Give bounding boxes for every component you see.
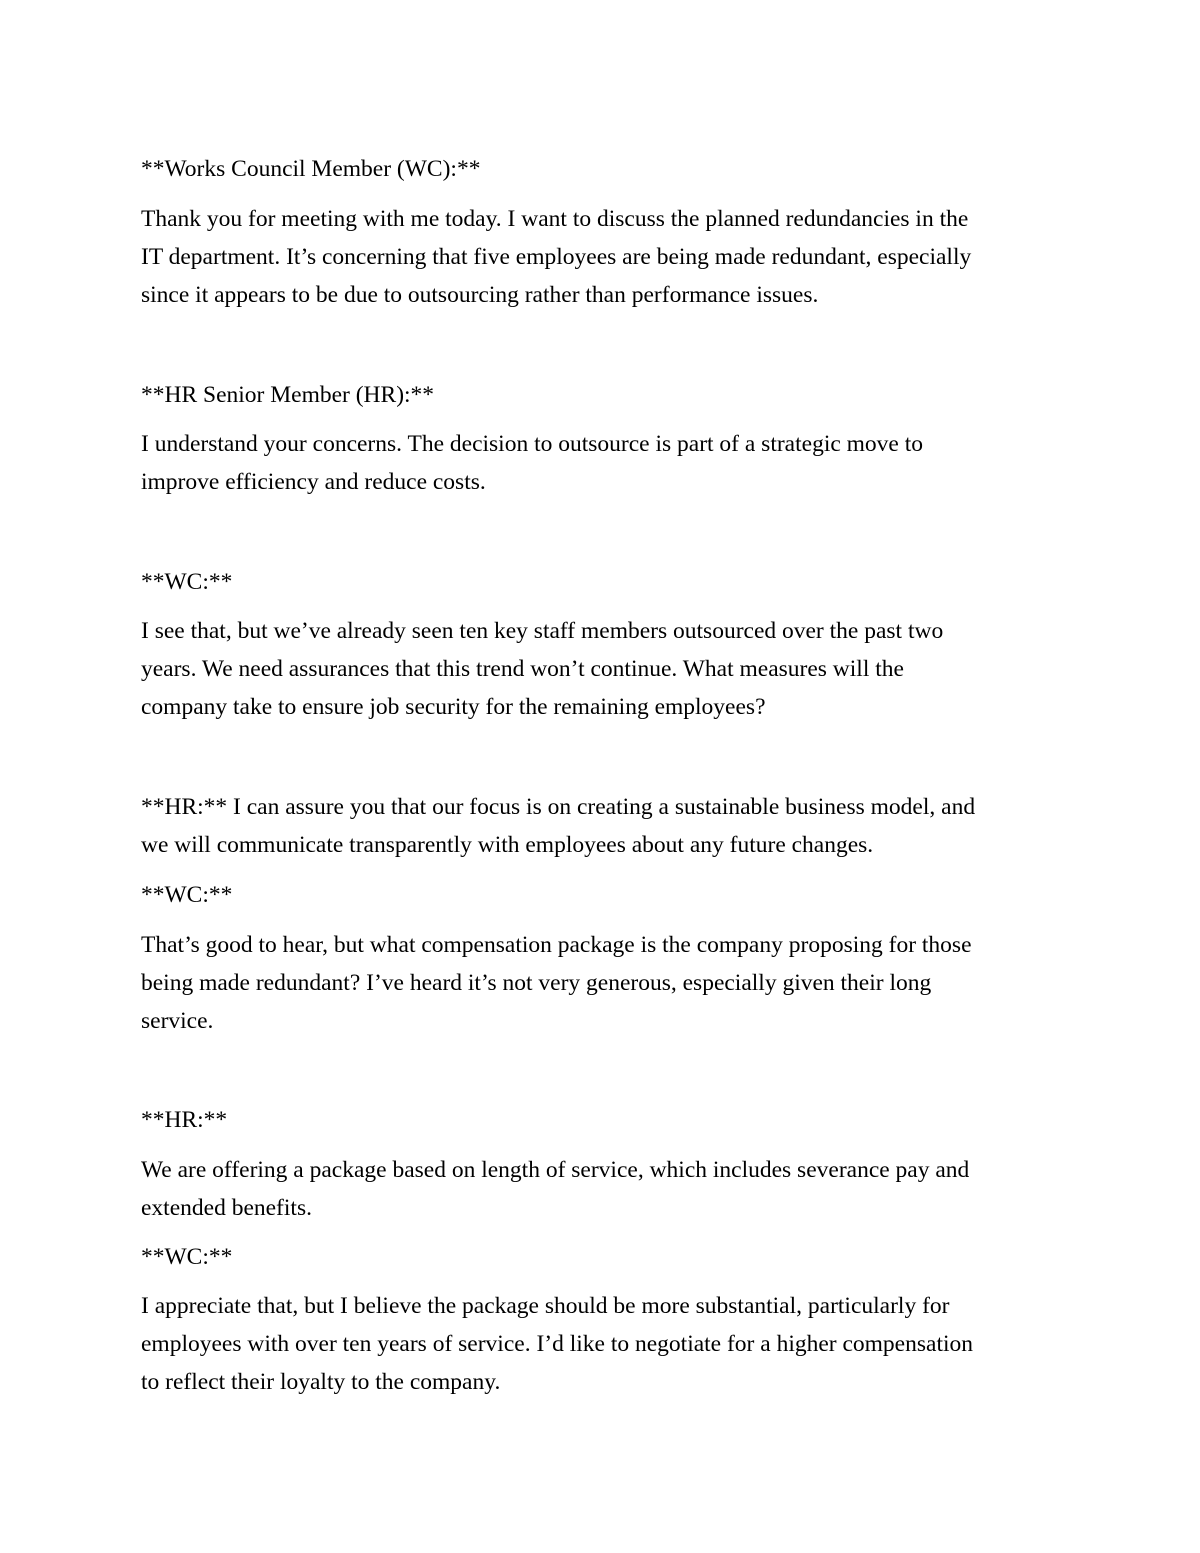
- paragraph-line: we will communicate transparently with employees about any future changes.: [141, 832, 874, 858]
- paragraph-line: We are offering a package based on length of service, which includes severance pay and: [141, 1157, 970, 1183]
- paragraph-line: company take to ensure job security for the remaining employees?: [141, 694, 766, 720]
- paragraph-line: employees with over ten years of service. I’d like to negotiate for a higher compensation: [141, 1331, 974, 1357]
- paragraph-line: Thank you for meeting with me today. I want to discuss the planned redundancies in the: [141, 206, 969, 232]
- speaker-label-wc: **Works Council Member (WC):**: [141, 156, 481, 182]
- paragraph-line: service.: [141, 1008, 214, 1034]
- paragraph-line: **HR:** I can assure you that our focus is on creating a sustainable business model, and: [141, 794, 976, 820]
- speaker-label-hr: **HR Senior Member (HR):**: [141, 382, 435, 408]
- paragraph-line: I see that, but we’ve already seen ten key staff members outsourced over the past two: [141, 618, 944, 644]
- paragraph-line: improve efficiency and reduce costs.: [141, 469, 486, 495]
- speaker-label-hr: **HR:**: [141, 1107, 228, 1133]
- paragraph-line: That’s good to hear, but what compensation package is the company proposing for those: [141, 932, 972, 958]
- paragraph-line: I understand your concerns. The decision to outsource is part of a strategic move to: [141, 431, 924, 457]
- speaker-label-wc: **WC:**: [141, 882, 233, 908]
- paragraph-line: years. We need assurances that this trend won’t continue. What measures will the: [141, 656, 904, 682]
- paragraph-line: I appreciate that, but I believe the package should be more substantial, particularly for: [141, 1293, 950, 1319]
- paragraph-line: being made redundant? I’ve heard it’s not very generous, especially given their long: [141, 970, 932, 996]
- paragraph-line: since it appears to be due to outsourcing rather than performance issues.: [141, 282, 819, 308]
- speaker-label-wc: **WC:**: [141, 569, 233, 595]
- paragraph-line: extended benefits.: [141, 1195, 312, 1221]
- paragraph-line: IT department. It’s concerning that five employees are being made redundant, especially: [141, 244, 972, 270]
- speaker-label-wc: **WC:**: [141, 1244, 233, 1270]
- paragraph-line: to reflect their loyalty to the company.: [141, 1369, 501, 1395]
